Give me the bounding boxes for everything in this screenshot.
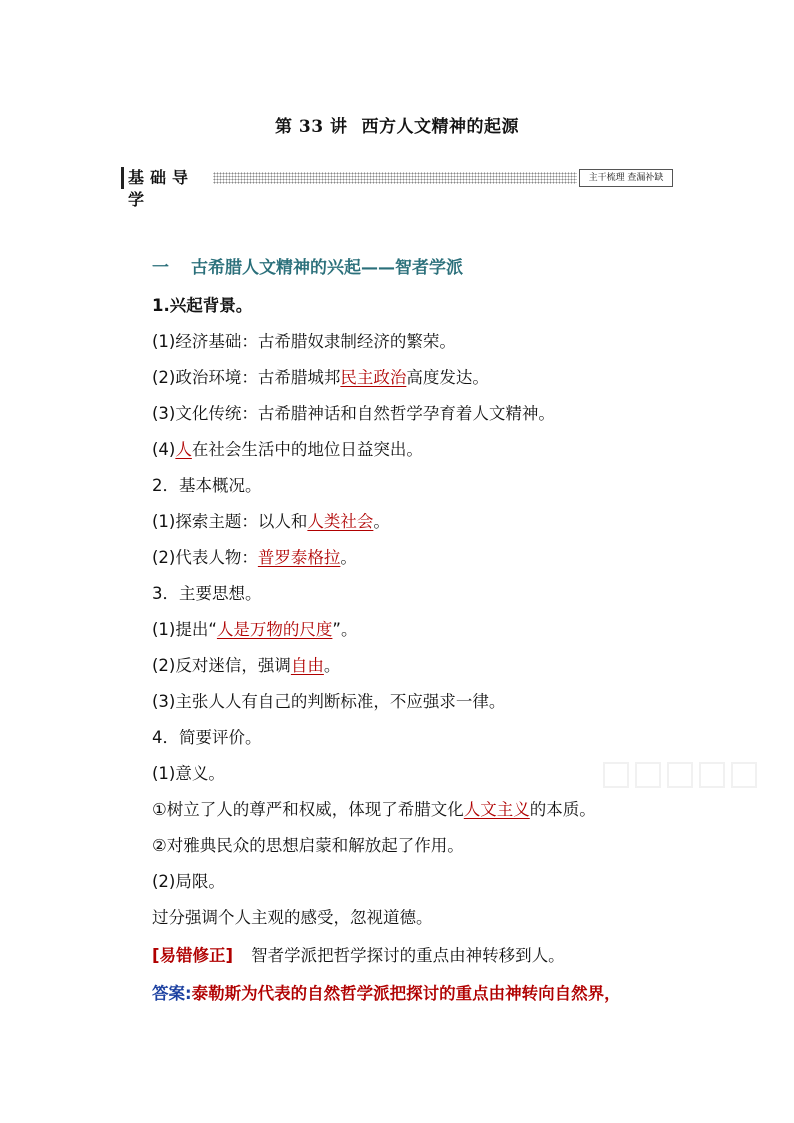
item-significance: (1)意义。 [152,764,225,783]
item-freedom: (2)反对迷信，强调自由。 [152,656,341,675]
heading-evaluation: 4．简要评价。 [152,728,262,747]
key-society: 人类社会 [307,512,374,531]
banner-label: 基础导学 [121,167,211,189]
item-enlightenment: ②对雅典民众的思想启蒙和解放起了作用。 [152,836,464,855]
item-limitation-text: 过分强调个人主观的感受，忽视道德。 [152,908,433,927]
error-correction [152,942,565,966]
item-measure: (1)提出“人是万物的尺度”。 [152,620,358,639]
section-heading-text: 古希腊人文精神的兴起——智者学派 [191,258,463,278]
key-human: 人 [175,440,192,459]
item-representative: (2)代表人物：普罗泰格拉。 [152,548,357,567]
item-economy: (1)经济基础：古希腊奴隶制经济的繁荣。 [152,332,456,351]
error-correction-text: 智者学派把哲学探讨的重点由神转移到人。 [251,946,565,965]
lesson-number: 第 33 讲 [275,117,348,137]
item-theme: (1)探索主题：以人和人类社会。 [152,512,390,531]
heading-overview: 2．基本概况。 [152,476,262,495]
key-measure: 人是万物的尺度 [216,620,333,639]
page-title [0,112,794,137]
banner-tag: 主干梳理 查漏补缺 [579,169,673,187]
section-index: 一 [152,258,169,278]
item-politics: (2)政治环境：古希腊城邦民主政治高度发达。 [152,368,489,387]
item-dignity: ①树立了人的尊严和权威，体现了希腊文化人文主义的本质。 [152,800,596,819]
item-culture: (3)文化传统：古希腊神话和自然哲学孕育着人文精神。 [152,404,555,423]
item-human-status: (4)人在社会生活中的地位日益突出。 [152,440,423,459]
section-banner [121,167,673,209]
error-correction-label: [易错修正] [152,946,234,965]
key-freedom: 自由 [290,656,324,675]
section-heading [152,253,463,278]
answer [152,980,621,1004]
heading-thoughts: 3．主要思想。 [152,584,262,603]
item-limitation: (2)局限。 [152,872,225,891]
key-humanism: 人文主义 [463,800,530,819]
lesson-name: 西方人文精神的起源 [361,117,519,137]
banner-dotted-bar [213,172,577,184]
heading-background: 1.兴起背景。 [152,296,253,315]
key-protagoras: 普罗泰格拉 [257,548,341,567]
item-judgement: (3)主张人人有自己的判断标准，不应强求一律。 [152,692,506,711]
key-democracy: 民主政治 [340,368,407,387]
answer-label: 答案: [152,984,192,1003]
answer-text: 泰勒斯为代表的自然哲学派把探讨的重点由神转向自然界， [191,984,621,1003]
watermark-mark [600,755,770,795]
